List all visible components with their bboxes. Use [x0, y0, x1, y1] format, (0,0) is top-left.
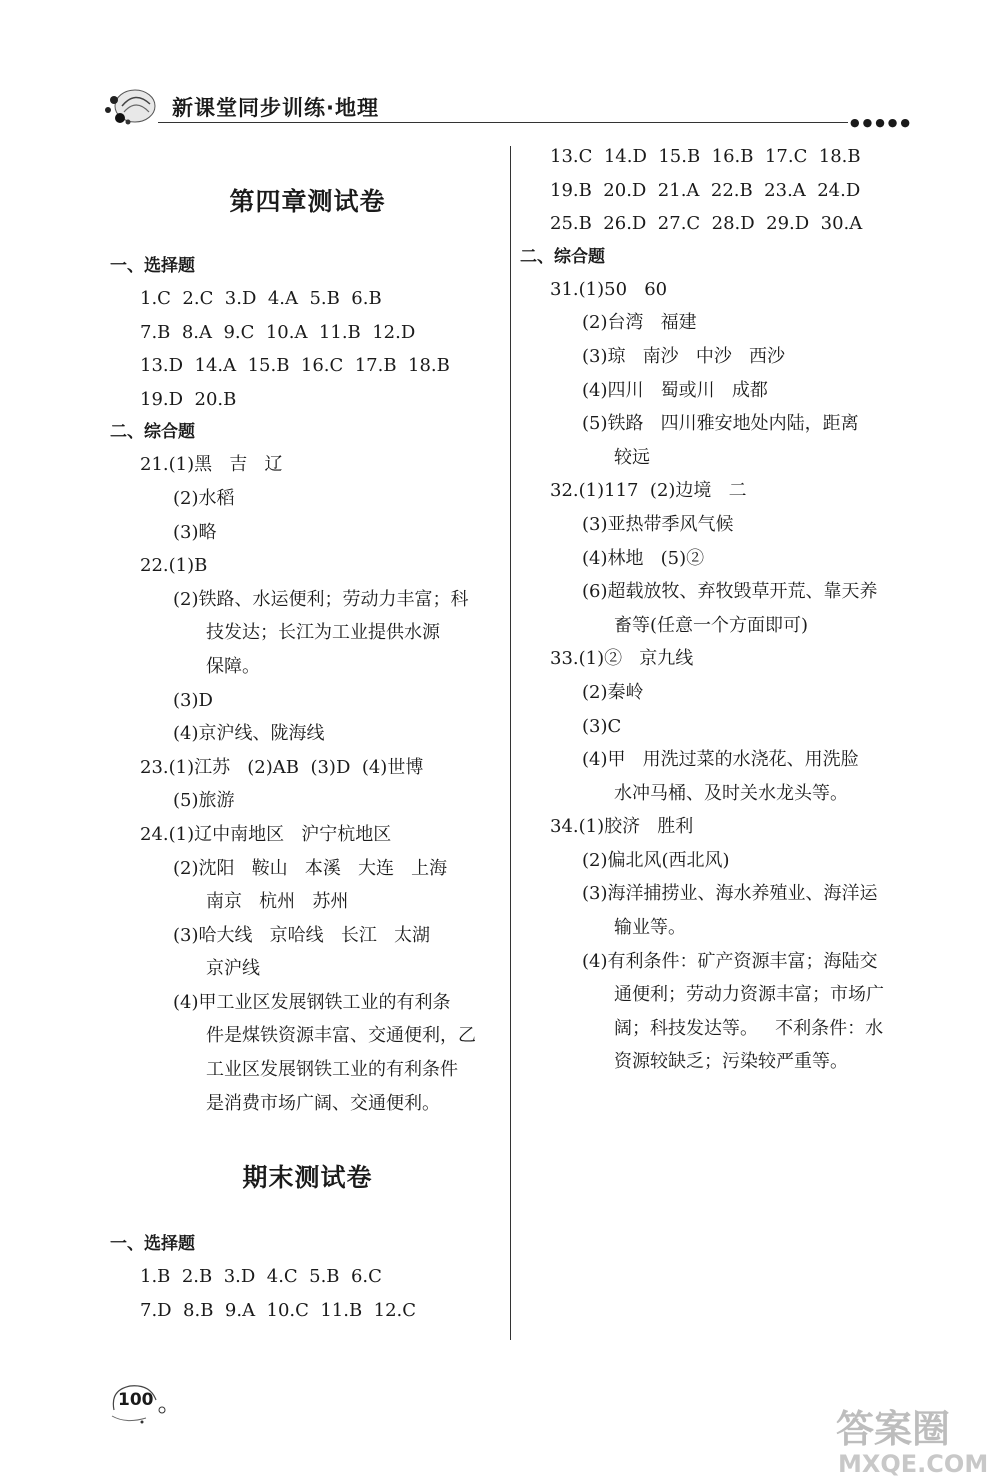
answer-line: (2)铁路、水运便利；劳动力丰富；科 [173, 588, 469, 610]
book-title: 新课堂同步训练·地理 [172, 96, 379, 120]
header-rule [158, 122, 848, 123]
answer-line: 是消费市场广阔、交通便利。 [206, 1092, 440, 1114]
final-choice-answers [110, 1260, 505, 1327]
answer-line: 工业区发展钢铁工业的有利条件 [206, 1059, 458, 1081]
answer-line: 畜等(任意一个方面即可) [614, 614, 809, 636]
left-column [110, 150, 505, 1327]
answer-line: (6)超载放牧、弃牧毁草开荒、靠天养 [582, 581, 878, 603]
final-choice-title: 一、选择题 [110, 1234, 195, 1255]
final-choice-answers-cont [520, 140, 920, 241]
right-column [520, 140, 920, 1079]
answer-line: 南京 杭州 苏州 [206, 891, 349, 913]
answer-line: 13.D 14.A 15.B 16.C 17.B 18.B [140, 355, 450, 377]
answer-line: 资源较缺乏；污染较严重等。 [614, 1051, 848, 1073]
column-divider [510, 146, 511, 1340]
answer-line: (5)旅游 [173, 790, 235, 812]
answer-line: (3)琼 南沙 中沙 西沙 [582, 345, 785, 367]
answer-line: (3)D [173, 689, 213, 711]
answer-line: 通便利；劳动力资源丰富；市场广 [614, 984, 884, 1006]
chapter4-title: 第四章测试卷 [229, 187, 386, 216]
final-exam-title: 期末测试卷 [242, 1163, 373, 1193]
answer-line: 7.B 8.A 9.C 10.A 11.B 12.D [140, 321, 416, 343]
watermark-text: 答案圈 [836, 1407, 951, 1451]
answer-line: 33.(1)② 京九线 [550, 648, 694, 670]
answer-line: 34.(1)胶济 胜利 [550, 816, 694, 838]
answer-line: 阔；科技发达等。 不利条件：水 [614, 1017, 884, 1039]
answer-line: (2)水稻 [173, 487, 235, 509]
chapter4-comp-answers [110, 448, 505, 1120]
answer-line: 保障。 [206, 655, 260, 677]
answer-line: (2)台湾 福建 [582, 312, 697, 334]
answer-line: (4)林地 (5)② [582, 547, 705, 569]
answer-line: 输业等。 [614, 917, 686, 939]
answer-line: 22.(1)B [140, 555, 208, 577]
answer-line: (2)秦岭 [582, 681, 644, 703]
answer-line: (3)C [582, 715, 622, 737]
answer-line: 21.(1)黑 吉 辽 [140, 454, 283, 476]
chapter4-comp-title: 二、综合题 [110, 422, 195, 443]
answer-line: 京沪线 [206, 958, 260, 980]
answer-line: (4)甲工业区发展钢铁工业的有利条 [173, 991, 451, 1013]
answer-line: (3)亚热带季风气候 [582, 513, 734, 535]
page-number: 100 [118, 1390, 154, 1410]
answer-line: 23.(1)江苏 (2)AB (3)D (4)世博 [140, 756, 424, 778]
answer-line: 7.D 8.B 9.A 10.C 11.B 12.C [140, 1299, 417, 1321]
answer-line: (3)略 [173, 521, 217, 543]
answer-line: (2)沈阳 鞍山 本溪 大连 上海 [173, 857, 448, 879]
answer-line: 1.B 2.B 3.D 4.C 5.B 6.C [140, 1266, 382, 1288]
answer-line: (3)海洋捕捞业、海水养殖业、海洋运 [582, 883, 878, 905]
header-dots: ●●●●● [850, 116, 913, 129]
answer-line: 13.C 14.D 15.B 16.B 17.C 18.B [550, 146, 861, 167]
answer-line: 较远 [614, 446, 650, 468]
answer-line: (4)四川 蜀或川 成都 [582, 379, 768, 401]
answer-line: 32.(1)117 (2)边境 二 [550, 480, 747, 502]
answer-line: 技发达；长江为工业提供水源 [206, 622, 440, 644]
chapter4-choice-answers [110, 282, 505, 416]
answer-line: 24.(1)辽中南地区 沪宁杭地区 [140, 823, 392, 845]
chapter4-choice-title: 一、选择题 [110, 256, 195, 276]
watermark-url: MXQE.COM [838, 1450, 989, 1478]
answer-line: 19.B 20.D 21.A 22.B 23.A 24.D [550, 179, 861, 201]
answer-line: 31.(1)50 60 [550, 278, 668, 300]
answer-line: (5)铁路 四川雅安地处内陆，距离 [582, 413, 859, 435]
answer-line: 1.C 2.C 3.D 4.A 5.B 6.B [140, 288, 382, 309]
watermark-logo-icon [828, 1398, 998, 1478]
answer-line: (4)甲 用洗过菜的水浇花、用洗脸 [582, 749, 859, 771]
final-comp-title: 二、综合题 [520, 246, 605, 267]
answer-line: 件是煤铁资源丰富、交通便利，乙 [206, 1025, 476, 1047]
final-comp-answers [520, 273, 920, 1079]
answer-line: 25.B 26.D 27.C 28.D 29.D 30.A [550, 213, 863, 235]
answer-line: 19.D 20.B [140, 388, 237, 410]
site-watermark [828, 1398, 998, 1478]
answer-line: (4)京沪线、陇海线 [173, 723, 325, 745]
page-header [100, 86, 912, 130]
answer-line: 水冲马桶、及时关水龙头等。 [614, 782, 848, 804]
answer-line: (4)有利条件：矿产资源丰富；海陆交 [582, 950, 878, 972]
answer-line: (2)偏北风(西北风) [582, 849, 730, 871]
book-logo-icon [100, 86, 158, 130]
answer-line: (3)哈大线 京哈线 长江 太湖 [173, 924, 430, 946]
